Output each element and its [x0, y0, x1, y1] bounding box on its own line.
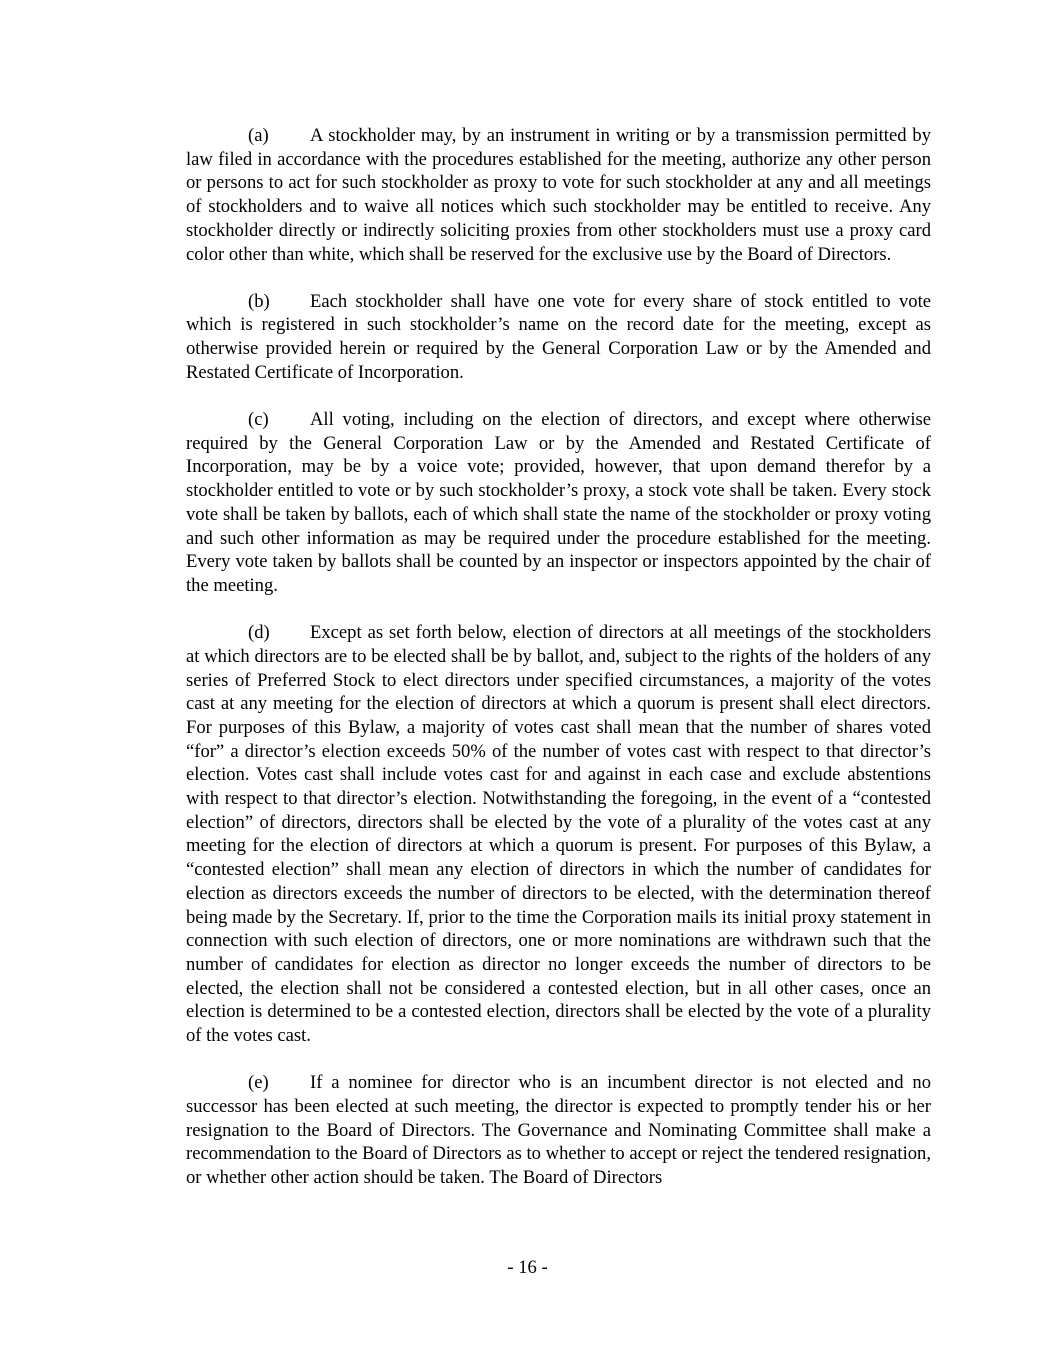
page-number: - 16 - — [507, 1257, 548, 1278]
paragraph-text: All voting, including on the election of directors, and except where otherwise required by the General Corporation Law or by the Amended and Restated Certificate of Incorporation, may be by a voice vote; provided, however, that upon demand therefor by a stockholder entitled to vote or by such stockholder’s proxy, a stock vote shall be taken. Every stock vote shall be taken by ballots, each of which shall state the name of the stockholder or proxy voting and such other information as may be required under the procedure established for the meeting. Every vote taken by ballots shall be counted by an inspector or inspectors appointed by the chair of the meeting. — [186, 409, 931, 596]
paragraph-marker: (a) — [248, 125, 269, 146]
paragraph-text: A stockholder may, by an instrument in writing or by a transmission permitted by law filed in accordance with the procedures established for the meeting, authorize any other person or persons to act for such stockholder as proxy to vote for such stockholder at any and all meetings of stockholders and to waive all notices which such stockholder may be entitled to receive. Any stockholder directly or indirectly soliciting proxies from other stockholders must use a proxy card color other than white, which shall be reserved for the exclusive use by the Board of Directors. — [186, 125, 931, 265]
paragraph-a — [186, 124, 931, 266]
paragraph-marker: (c) — [248, 409, 269, 431]
paragraph-c — [186, 408, 931, 598]
paragraph-b — [186, 290, 931, 385]
document-body — [186, 124, 931, 1213]
paragraph-text: Except as set forth below, election of directors at all meetings of the stockholders at which directors are to be elected shall be by ballot, and, subject to the rights of the holders of any series of Preferred Stock to elect directors under specified circumstances, a majority of the votes cast at any meeting for the election of directors at which a quorum is present shall elect directors. For purposes of this Bylaw, a majority of votes cast shall mean that the number of shares voted “for” a director’s election exceeds 50% of the number of votes cast with respect to that director’s election. Votes cast shall include votes cast for and against in each case and exclude abstentions with respect to that director’s election. Notwithstanding the foregoing, in the event of a “contested election” of directors, directors shall be elected by the vote of a plurality of the votes cast at any meeting for the election of directors at which a quorum is present. For purposes of this Bylaw, a “contested election” shall mean any election of directors in which the number of candidates for election as directors exceeds the number of directors to be elected, with the determination thereof being made by the Secretary. If, prior to the time the Corporation mails its initial proxy statement in connection with such election of directors, one or more nominations are withdrawn such that the number of candidates for election as director no longer exceeds the number of directors to be elected, the election shall not be considered a contested election, but in all other cases, once an election is determined to be a contested election, directors shall be elected by the vote of a plurality of the votes cast. — [186, 622, 931, 1047]
paragraph-text: Each stockholder shall have one vote for every share of stock entitled to vote which is registered in such stockholder’s name on the record date for the meeting, except as otherwise provided herein or required by the General Corporation Law or by the Amended and Restated Certificate of Incorporation. — [186, 290, 931, 383]
paragraph-marker: (b) — [248, 290, 270, 312]
paragraph-marker: (e) — [248, 1072, 269, 1094]
paragraph-marker: (d) — [248, 622, 270, 644]
paragraph-e — [186, 1071, 931, 1190]
paragraph-d — [186, 621, 931, 1048]
paragraph-text: If a nominee for director who is an incumbent director is not elected and no successor has been elected at such meeting, the director is expected to promptly tender his or her resignation to the Board of Directors. The Governance and Nominating Committee shall make a recommendation to the Board of Directors as to whether to accept or reject the tendered resignation, or whether other action should be taken. The Board of Directors — [186, 1072, 931, 1189]
